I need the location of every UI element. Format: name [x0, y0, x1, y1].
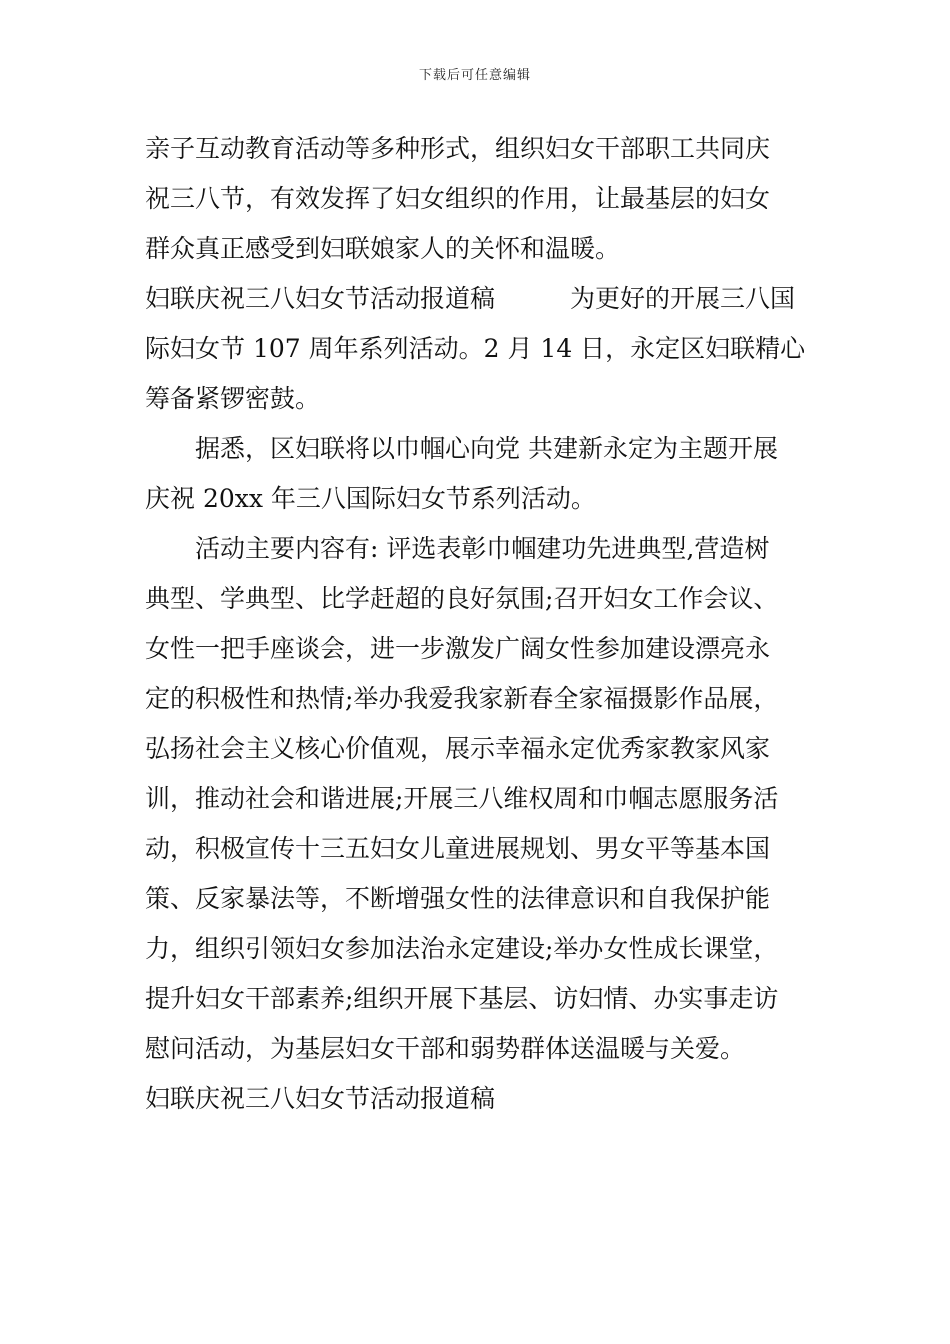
- text-line: 典型、学典型、比学赶超的良好氛围;召开妇女工作会议、: [145, 584, 779, 613]
- page-header: 下载后可任意编辑: [418, 68, 531, 83]
- text-line: 筹备紧锣密鼓。: [145, 384, 321, 413]
- text-line: 提升妇女干部素养;组织开展下基层、访妇情、办实事走访: [145, 984, 779, 1013]
- text-line: 亲子互动教育活动等多种形式，组织妇女干部职工共同庆: [145, 134, 771, 163]
- section-title: 妇联庆祝三八妇女节活动报道稿: [145, 1084, 496, 1113]
- text-line: 女性一把手座谈会，进一步激发广阔女性参加建设漂亮永: [145, 634, 771, 663]
- text-line: 群众真正感受到妇联娘家人的关怀和温暖。: [145, 234, 621, 263]
- text-line: 训，推动社会和谐进展;开展三八维权周和巾帼志愿服务活: [145, 784, 779, 813]
- text-line: 祝三八节，有效发挥了妇女组织的作用，让最基层的妇女: [145, 184, 771, 213]
- text-line: 活动主要内容有: 评选表彰巾帼建功先进典型,营造树: [195, 534, 770, 563]
- text-line: 力，组织引领妇女参加法治永定建设;举办女性成长课堂，: [145, 934, 779, 963]
- text-line: 动，积极宣传十三五妇女儿童进展规划、男女平等基本国: [145, 834, 771, 863]
- text-line: 弘扬社会主义核心价值观，展示幸福永定优秀家教家风家: [145, 734, 771, 763]
- text-line: 庆祝 20xx 年三八国际妇女节系列活动。: [145, 484, 596, 513]
- text-line: 据悉，区妇联将以巾帼心向党 共建新永定为主题开展: [195, 434, 778, 463]
- text-line: 妇联庆祝三八妇女节活动报道稿 为更好的开展三八国: [145, 284, 796, 313]
- text-line: 定的积极性和热情;举办我爱我家新春全家福摄影作品展，: [145, 684, 779, 713]
- text-line: 际妇女节 107 周年系列活动。2 月 14 日，永定区妇联精心: [145, 334, 806, 363]
- text-line: 慰问活动，为基层妇女干部和弱势群体送温暖与关爱。: [145, 1034, 746, 1063]
- text-line: 策、反家暴法等，不断增强女性的法律意识和自我保护能: [145, 884, 771, 913]
